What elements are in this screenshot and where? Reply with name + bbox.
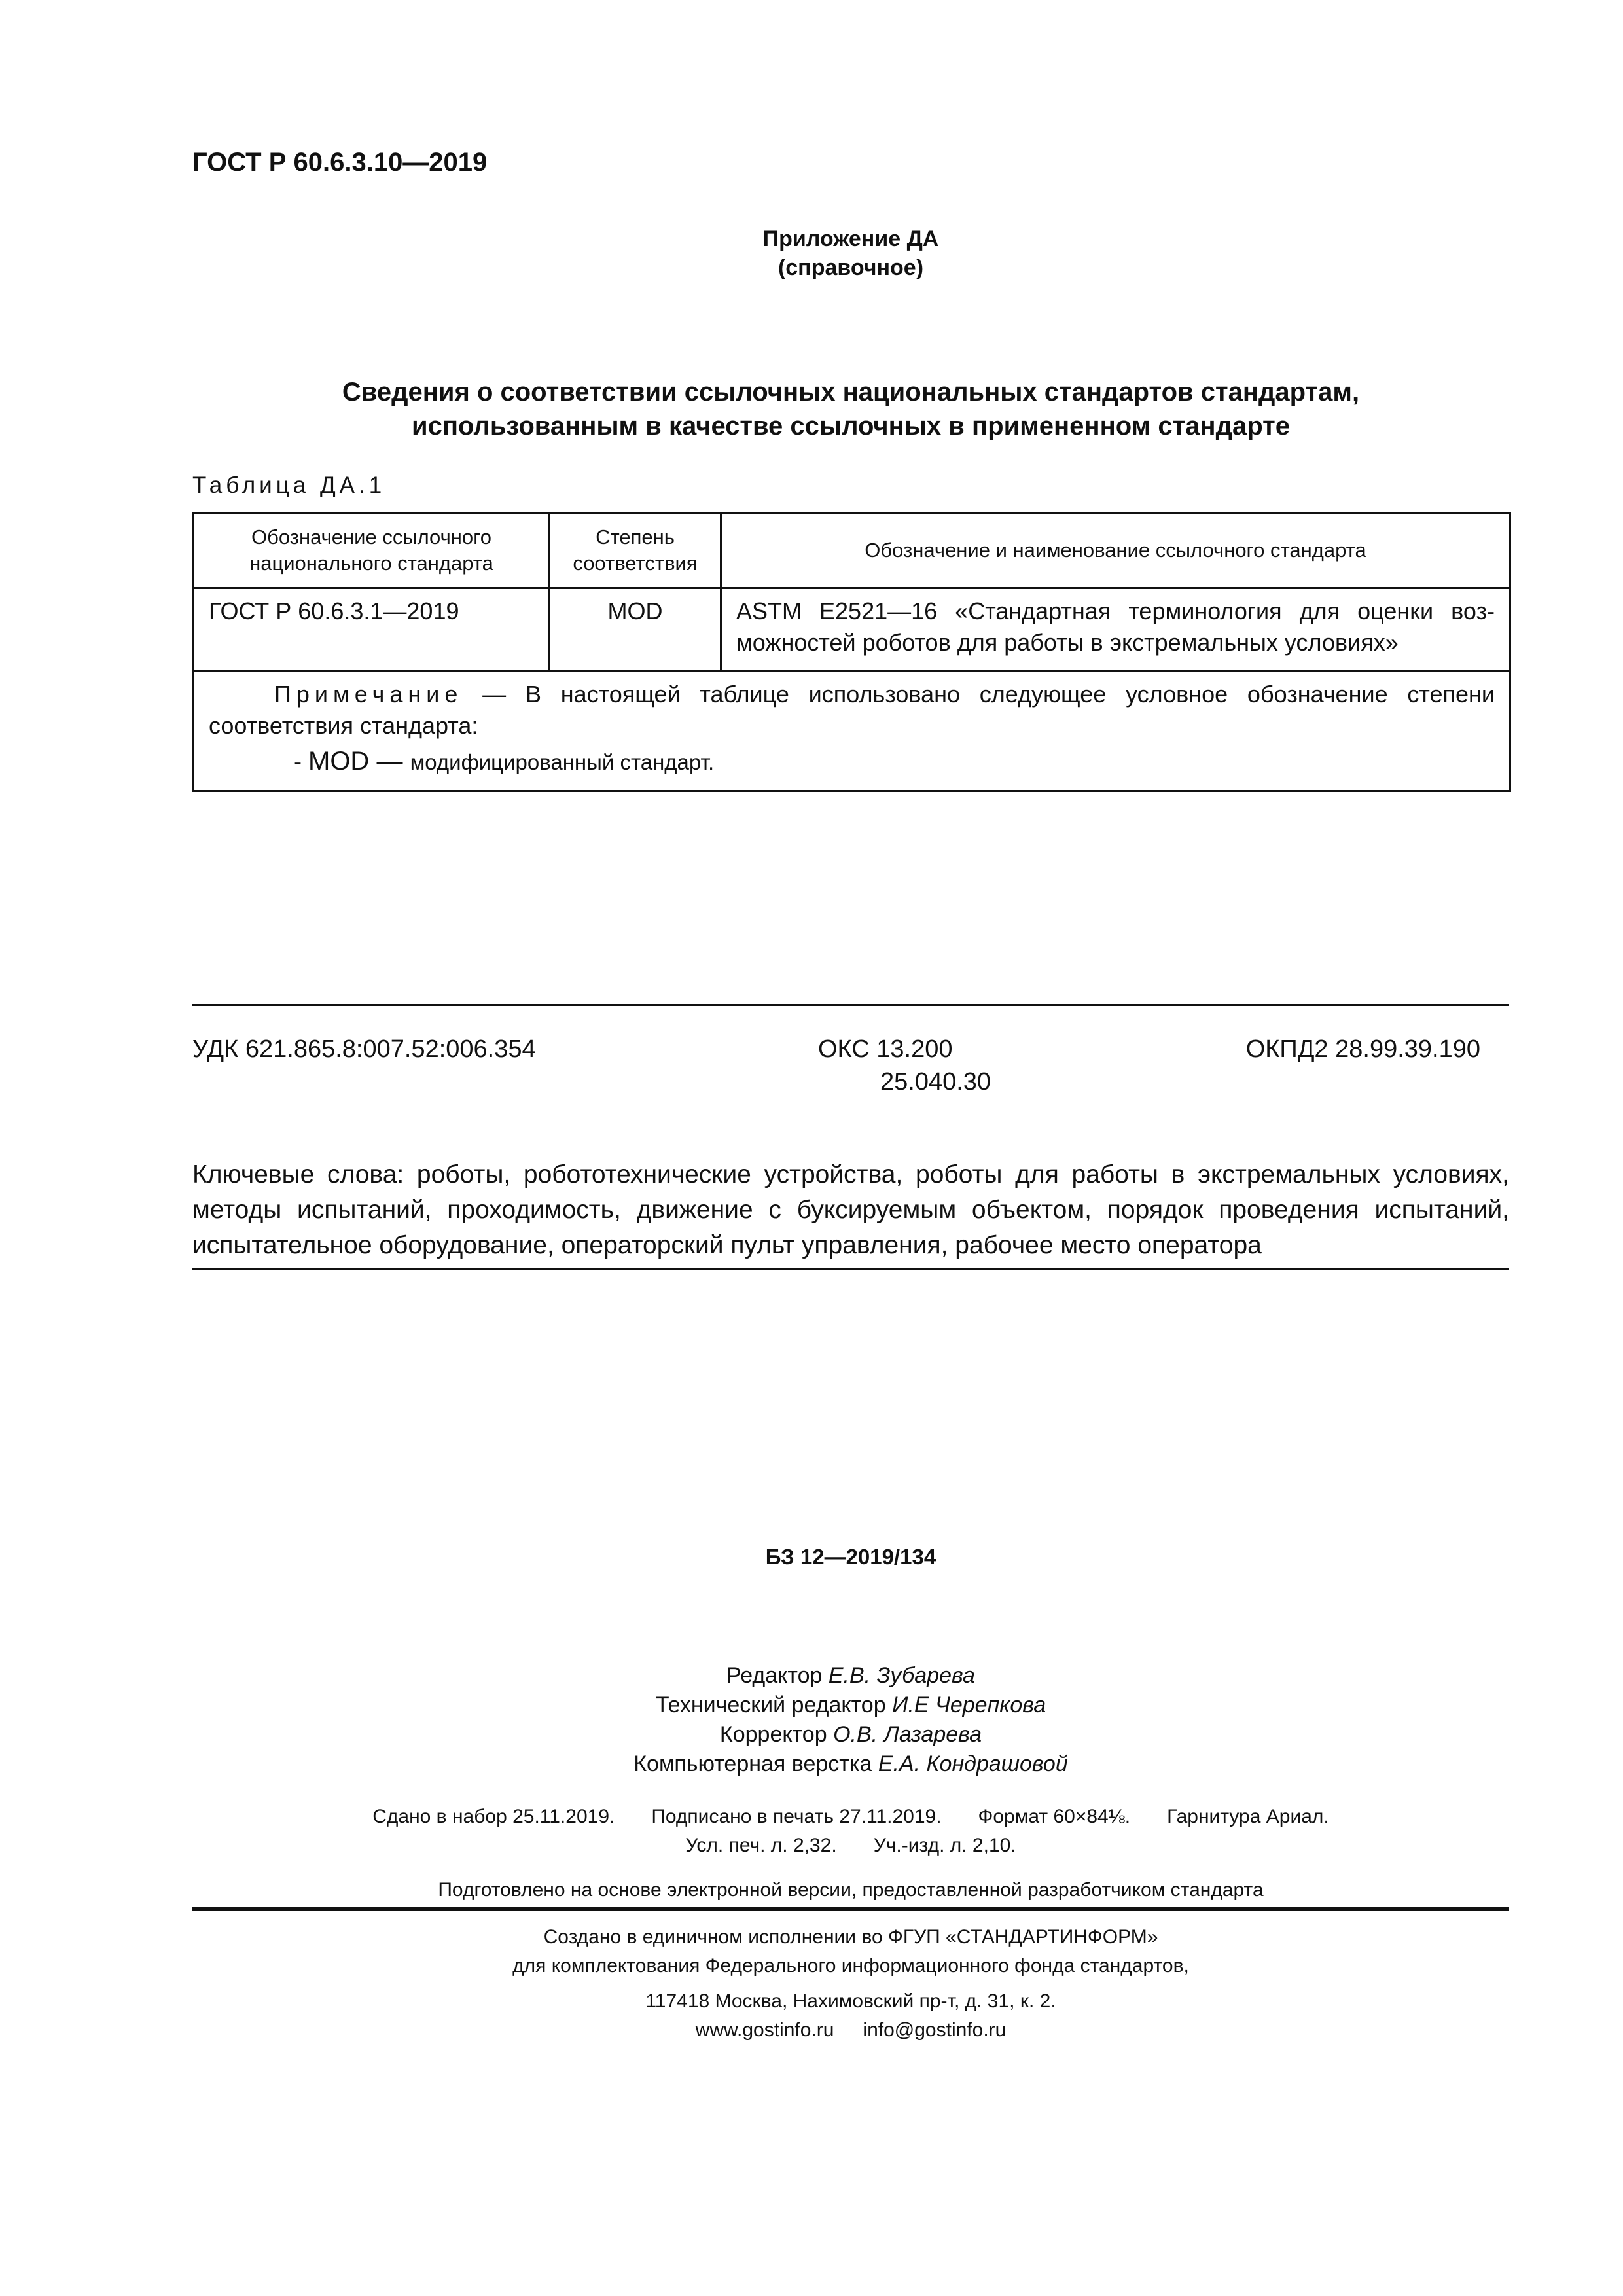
print-signed: Подписано в печать 27.11.2019. (651, 1806, 942, 1827)
udc-code: УДК 621.865.8:007.52:006.354 (192, 1035, 536, 1063)
credit-editor-name: Е.В. Зубарева (828, 1663, 975, 1688)
print-submitted: Сдано в набор 25.11.2019. (372, 1806, 615, 1827)
note-paragraph (209, 679, 1495, 742)
appendix-subtitle: (справочное) (777, 255, 924, 280)
print-typeface: Гарнитура Ариал. (1167, 1806, 1329, 1827)
note-text: В настоящей таблице использовано следующее условное обозначение степени соответствия стандарта: (209, 681, 1495, 739)
credit-corrector-label: Корректор (719, 1722, 827, 1747)
page-title-line-2: использованным в качестве ссылочных в примененном стандарте (412, 412, 1290, 440)
oks-code-2: 25.040.30 (880, 1068, 991, 1096)
credit-editor-label: Редактор (726, 1663, 823, 1688)
cell-reference-standard: ASTM E2521—16 «Стандартная терминология для оценки возможностей роботов для работы в экстремальных условиях» (721, 588, 1510, 672)
okpd-code: ОКПД2 28.99.39.190 (1245, 1035, 1480, 1063)
credit-layout-name: Е.А. Кондрашовой (878, 1751, 1068, 1776)
print-info-line-2 (192, 1831, 1509, 1859)
credit-layout (393, 1749, 1309, 1779)
print-prepared: Подготовлено на основе электронной версии, предоставленной разработчиком стандарта (438, 1879, 1264, 1901)
table-label: Таблица ДА.1 (192, 473, 386, 498)
oks-code-1: ОКС 13.200 (818, 1035, 953, 1063)
note-item-code: MOD (308, 747, 370, 776)
note-list-item (209, 745, 1495, 778)
cell-national-standard: ГОСТ Р 60.6.3.1—2019 (194, 588, 550, 672)
appendix-title: Приложение ДА (762, 226, 939, 251)
credit-tech-editor-name: И.Е Черепкова (892, 1693, 1046, 1717)
publisher-line-2: для комплектования Федерального информационного фонда стандартов, (512, 1955, 1189, 1977)
credit-tech-editor-label: Технический редактор (655, 1693, 886, 1717)
publisher-address: 117418 Москва, Нахимовский пр-т, д. 31, к. 2. (645, 1990, 1056, 2012)
credit-tech-editor (393, 1691, 1309, 1720)
page-title (192, 375, 1509, 443)
note-item-desc: модифицированный стандарт. (410, 750, 715, 774)
divider-publisher (192, 1907, 1509, 1911)
divider-top (192, 1004, 1509, 1006)
column-header-degree: Степень соответствия (550, 513, 721, 588)
note-item-dash: — (369, 747, 410, 776)
bz-number: БЗ 12—2019/134 (765, 1545, 936, 1569)
note-dash: — (463, 681, 526, 708)
print-format: Формат 60×84⅛. (978, 1806, 1131, 1827)
publisher-line-1: Создано в единичном исполнении во ФГУП «СТАНДАРТИНФОРМ» (543, 1926, 1158, 1948)
credit-editor (393, 1661, 1309, 1691)
divider-keywords (192, 1268, 1509, 1270)
credit-layout-label: Компьютерная верстка (633, 1751, 872, 1776)
cell-degree: MOD (550, 588, 721, 672)
column-header-reference-standard: Обозначение и наименование ссылочного стандарта (721, 513, 1510, 588)
print-sheets: Усл. печ. л. 2,32. (685, 1835, 837, 1856)
table-header-row (194, 513, 1510, 588)
print-pub-sheets: Уч.-изд. л. 2,10. (873, 1835, 1016, 1856)
document-code: ГОСТ Р 60.6.3.10—2019 (192, 148, 488, 177)
table-note (194, 672, 1510, 791)
table-note-row (194, 672, 1510, 791)
publisher-contacts (192, 2016, 1509, 2044)
note-title: Примечание (274, 681, 463, 708)
table-row (194, 588, 1510, 672)
reference-table (192, 512, 1511, 792)
publisher-email[interactable]: info@gostinfo.ru (863, 2019, 1007, 2041)
credits (393, 1661, 1309, 1779)
page-title-line-1: Сведения о соответствии ссылочных национальных стандартов стандартам, (342, 378, 1360, 406)
note-item-bullet: - (294, 748, 308, 775)
column-header-national-standard: Обозначение ссылочного национального стандарта (194, 513, 550, 588)
publisher-website[interactable]: www.gostinfo.ru (695, 2019, 834, 2041)
credit-corrector (393, 1720, 1309, 1749)
print-info-line-1 (192, 1803, 1509, 1831)
credit-corrector-name: О.В. Лазарева (833, 1722, 982, 1747)
keywords: Ключевые слова: роботы, робототехнические устройства, роботы для работы в экстремальных условиях, методы испытаний, проходимость, движение с буксируемым объектом, порядок проведения испытаний, испытательное оборудование, операторский пульт управления, рабочее место оператора (192, 1160, 1509, 1259)
